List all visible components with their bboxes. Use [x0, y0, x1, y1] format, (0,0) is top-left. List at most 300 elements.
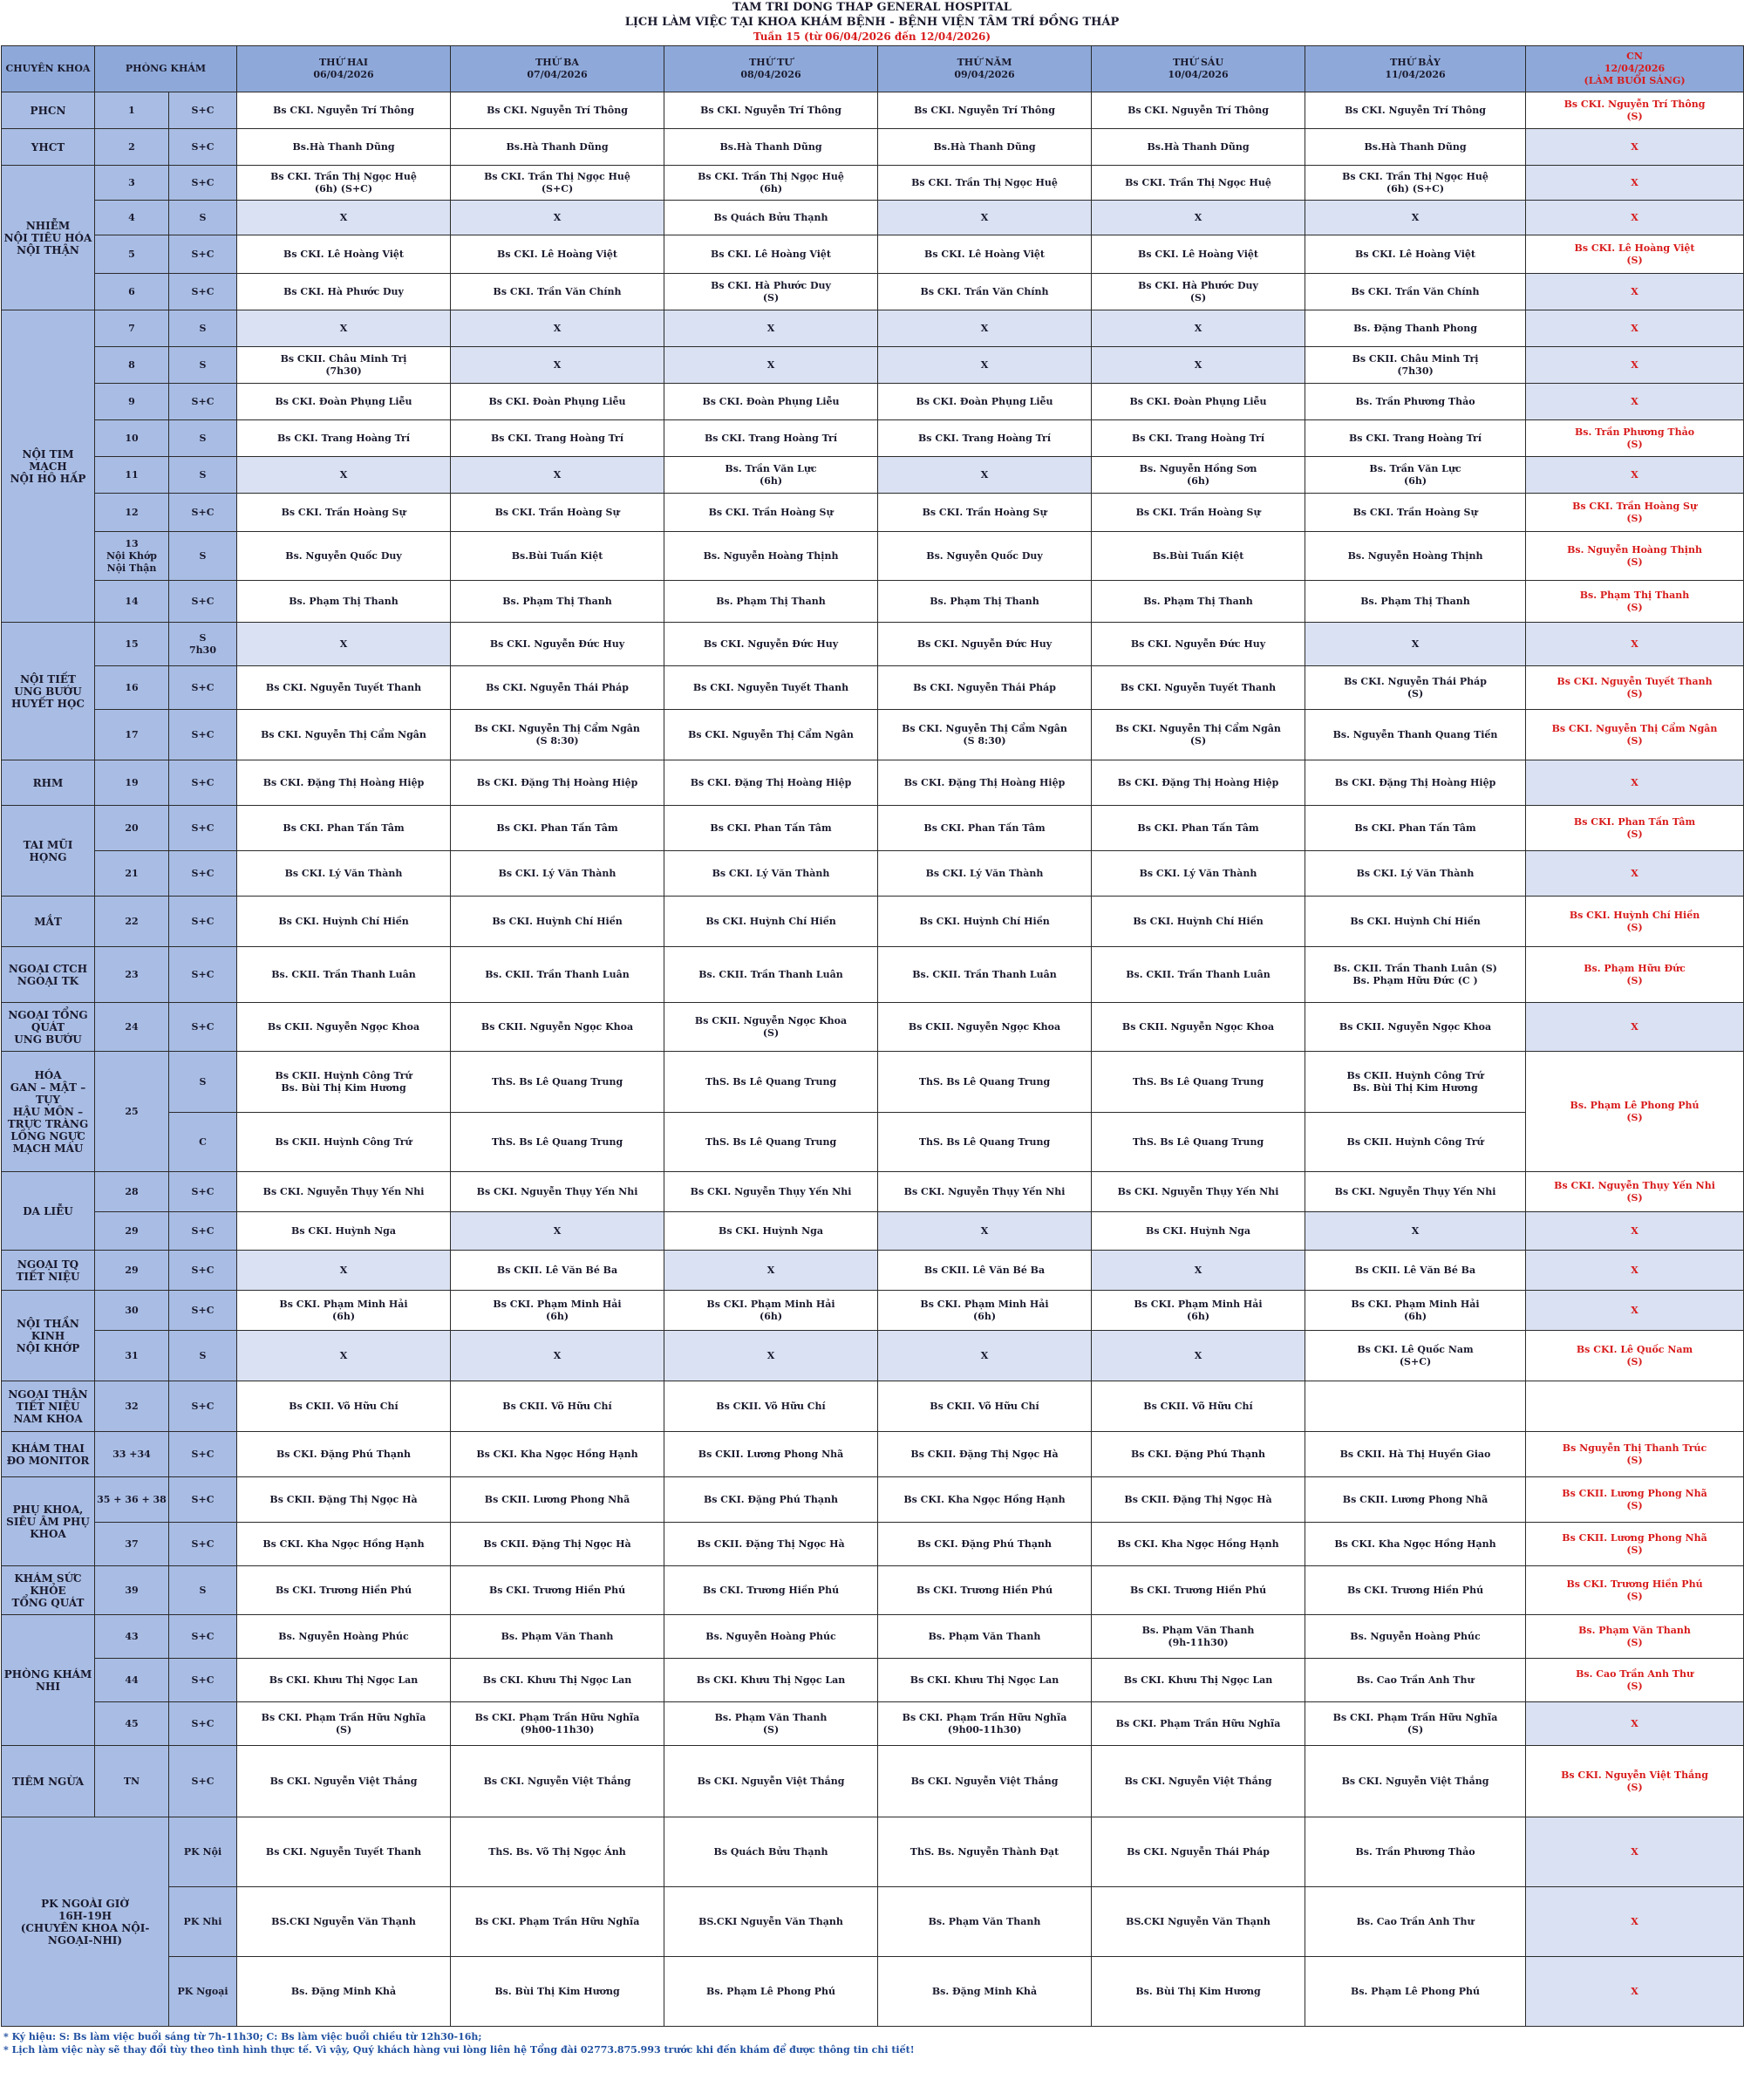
session-type: S+C	[169, 1003, 237, 1052]
day-note: (LÀM BUỔI SÁNG)	[1584, 75, 1686, 86]
schedule-cell: Bs CKI. Nguyễn Trí Thông	[1305, 92, 1526, 129]
schedule-cell: Bs CKII. Võ Hữu Chí	[237, 1381, 451, 1432]
session-type: S	[169, 310, 237, 347]
schedule-cell: Bs CKI. Kha Ngọc Hồng Hạnh	[878, 1477, 1092, 1523]
room-number: 20	[95, 806, 169, 851]
schedule-cell: X	[878, 201, 1092, 235]
schedule-cell: ThS. Bs. Võ Thị Ngọc Ánh	[451, 1817, 664, 1887]
schedule-cell: Bs. Phạm Văn Thanh (9h-11h30)	[1092, 1615, 1305, 1659]
room-number: 8	[95, 347, 169, 384]
sunday-cell: X	[1526, 201, 1744, 235]
table-row	[2, 710, 1744, 760]
after-hours-row	[2, 1887, 1744, 1957]
room-number: 29	[95, 1212, 169, 1251]
table-row	[2, 947, 1744, 1003]
table-row	[2, 897, 1744, 947]
specialty-cell: PHÒNG KHÁM NHI	[2, 1615, 95, 1746]
schedule-cell: Bs CKI. Trần Hoàng Sự	[1305, 494, 1526, 532]
table-row	[2, 1212, 1744, 1251]
schedule-cell: Bs CKI. Kha Ngọc Hồng Hạnh	[1305, 1523, 1526, 1566]
table-row	[2, 1432, 1744, 1477]
schedule-cell: Bs CKII. Nguyễn Ngọc Khoa (S)	[664, 1003, 878, 1052]
schedule-cell: Bs CKII. Nguyễn Ngọc Khoa	[451, 1003, 664, 1052]
schedule-cell: Bs CKI. Nguyễn Thụy Yến Nhi	[1305, 1172, 1526, 1212]
schedule-cell: Bs CKI. Nguyễn Thái Pháp	[451, 666, 664, 710]
table-row	[2, 1746, 1744, 1817]
schedule-cell: Bs CKI. Phạm Minh Hải (6h)	[1305, 1291, 1526, 1331]
sunday-cell: Bs CKI. Nguyễn Trí Thông (S)	[1526, 92, 1744, 129]
room-number: 31	[95, 1331, 169, 1381]
schedule-cell: Bs CKI. Trang Hoàng Trí	[451, 420, 664, 457]
day-header	[878, 46, 1092, 92]
room-number: 1	[95, 92, 169, 129]
session-type: S+C	[169, 897, 237, 947]
schedule-cell: Bs CKI. Đặng Thị Hoàng Hiệp	[1092, 760, 1305, 806]
schedule-cell: Bs CKI. Trần Thị Ngọc Huệ (6h)	[664, 166, 878, 201]
session-type: S	[169, 532, 237, 581]
hospital-name: TAM TRI DONG THAP GENERAL HOSPITAL	[732, 1, 1012, 14]
schedule-cell: Bs CKI. Lê Hoàng Việt	[237, 235, 451, 274]
schedule-cell: Bs CKI. Khưu Thị Ngọc Lan	[664, 1659, 878, 1702]
session-type: S+C	[169, 1746, 237, 1817]
sunday-cell: X	[1526, 457, 1744, 494]
footer-disclaimer: * Lịch làm việc này sẽ thay đổi tùy theo tình hình thực tế. Vì vậy, Quý khách hàng vui lòng liên hệ Tổng đài 02773.875.993 trước khi đến khám để được thông tin chi tiết!	[3, 2044, 915, 2056]
day-name: THỨ BA	[535, 57, 579, 68]
table-row	[2, 92, 1744, 129]
session-type: S+C	[169, 494, 237, 532]
schedule-cell: Bs. CKII. Trần Thanh Luân (S) Bs. Phạm Hữu Đức (C )	[1305, 947, 1526, 1003]
schedule-cell: Bs CKI. Trang Hoàng Trí	[878, 420, 1092, 457]
schedule-cell: Bs.Hà Thanh Dũng	[878, 129, 1092, 166]
schedule-cell: Bs CKI. Trần Thị Ngọc Huệ (6h) (S+C)	[237, 166, 451, 201]
schedule-cell: Bs CKI. Nguyễn Thái Pháp	[1092, 1817, 1305, 1887]
schedule-cell: X	[664, 1251, 878, 1291]
schedule-cell: Bs CKI. Nguyễn Thái Pháp	[878, 666, 1092, 710]
specialty-cell: KHÁM SỨC KHỎE TỔNG QUÁT	[2, 1566, 95, 1615]
sunday-cell: X	[1526, 274, 1744, 310]
specialty-cell: NGOẠI CTCH NGOẠI TK	[2, 947, 95, 1003]
day-name: THỨ SÁU	[1172, 57, 1224, 68]
schedule-cell: Bs CKII. Lê Văn Bé Ba	[451, 1251, 664, 1291]
sunday-cell	[1526, 1381, 1744, 1432]
schedule-cell: Bs Quách Bửu Thạnh	[664, 201, 878, 235]
specialty-cell: HÓA GAN – MẬT – TỤY HẬU MÔN – TRỰC TRÀNG LỒNG NGỰC MẠCH MÁU	[2, 1052, 95, 1172]
schedule-cell: Bs CKII. Lê Văn Bé Ba	[1305, 1251, 1526, 1291]
specialty-cell: PHỤ KHOA, SIÊU ÂM PHỤ KHOA	[2, 1477, 95, 1566]
day-date: 11/04/2026	[1385, 69, 1446, 80]
schedule-cell: Bs CKI. Lý Văn Thành	[664, 851, 878, 897]
room-number: 19	[95, 760, 169, 806]
table-row	[2, 1615, 1744, 1659]
schedule-cell: X	[664, 347, 878, 384]
schedule-cell: X	[451, 201, 664, 235]
sunday-cell: Bs CKI. Nguyễn Thụy Yến Nhi (S)	[1526, 1172, 1744, 1212]
schedule-cell: Bs. CKII. Trần Thanh Luân	[451, 947, 664, 1003]
schedule-cell: Bs CKI. Nguyễn Tuyết Thanh	[664, 666, 878, 710]
schedule-cell: Bs CKI. Phan Tấn Tâm	[664, 806, 878, 851]
schedule-cell: Bs CKI. Phan Tấn Tâm	[878, 806, 1092, 851]
sunday-cell: Bs. Trần Phương Thảo (S)	[1526, 420, 1744, 457]
schedule-cell: Bs CKI. Đặng Phú Thạnh	[1092, 1432, 1305, 1477]
sunday-cell: Bs CKI. Lê Hoàng Việt (S)	[1526, 235, 1744, 274]
schedule-cell: Bs CKII. Hà Thị Huyền Giao	[1305, 1432, 1526, 1477]
schedule-cell: Bs. Nguyễn Hoàng Thịnh	[664, 532, 878, 581]
schedule-cell: X	[878, 310, 1092, 347]
schedule-cell: Bs CKI. Phạm Minh Hải (6h)	[664, 1291, 878, 1331]
after-hours-row	[2, 1957, 1744, 2027]
schedule-cell: Bs.Hà Thanh Dũng	[237, 129, 451, 166]
schedule-cell: X	[1092, 1331, 1305, 1381]
schedule-cell: Bs CKI. Huỳnh Chí Hiền	[1305, 897, 1526, 947]
schedule-cell: Bs. Đặng Minh Khả	[237, 1957, 451, 2027]
schedule-cell: Bs CKI. Huỳnh Nga	[237, 1212, 451, 1251]
schedule-cell: Bs CKI. Lý Văn Thành	[1305, 851, 1526, 897]
schedule-cell: Bs CKII. Võ Hữu Chí	[664, 1381, 878, 1432]
day-name: THỨ HAI	[318, 57, 369, 68]
schedule-cell: Bs CKI. Trần Thị Ngọc Huệ	[1092, 166, 1305, 201]
schedule-cell: X	[1092, 201, 1305, 235]
schedule-cell: Bs CKII. Đặng Thị Ngọc Hà	[878, 1432, 1092, 1477]
schedule-cell: Bs CKII. Võ Hữu Chí	[878, 1381, 1092, 1432]
room-number: 14	[95, 581, 169, 623]
schedule-cell: Bs CKI. Nguyễn Thụy Yến Nhi	[1092, 1172, 1305, 1212]
schedule-cell: Bs CKII. Châu Minh Trị (7h30)	[1305, 347, 1526, 384]
session-type: S+C	[169, 1381, 237, 1432]
specialty-cell: NHIỄM NỘI TIÊU HÓA NỘI THẬN	[2, 166, 95, 310]
schedule-cell: Bs CKI. Nguyễn Tuyết Thanh	[1092, 666, 1305, 710]
schedule-cell: X	[1305, 1212, 1526, 1251]
schedule-cell: Bs CKI. Trang Hoàng Trí	[1305, 420, 1526, 457]
sunday-cell: Bs CKI. Trần Hoàng Sự (S)	[1526, 494, 1744, 532]
table-row	[2, 420, 1744, 457]
schedule-cell: Bs CKII. Nguyễn Ngọc Khoa	[1092, 1003, 1305, 1052]
table-header-row	[2, 46, 1744, 92]
schedule-cell: X	[237, 1251, 451, 1291]
schedule-cell: Bs CKI. Trương Hiền Phú	[237, 1566, 451, 1615]
specialty-cell: RHM	[2, 760, 95, 806]
schedule-cell: X	[237, 201, 451, 235]
schedule-cell: Bs CKI. Trần Thị Ngọc Huệ	[878, 166, 1092, 201]
after-hours-clinic: PK Nội	[169, 1817, 237, 1887]
schedule-cell: X	[1305, 201, 1526, 235]
schedule-cell: Bs CKI. Huỳnh Chí Hiền	[237, 897, 451, 947]
schedule-cell: ThS. Bs Lê Quang Trung	[878, 1052, 1092, 1113]
table-row	[2, 1702, 1744, 1746]
schedule-cell: Bs CKII. Đặng Thị Ngọc Hà	[1092, 1477, 1305, 1523]
sunday-cell: X	[1526, 1291, 1744, 1331]
schedule-cell: Bs CKI. Trang Hoàng Trí	[1092, 420, 1305, 457]
schedule-cell: X	[451, 310, 664, 347]
session-type: S+C	[169, 806, 237, 851]
table-row	[2, 1331, 1744, 1381]
room-number: 12	[95, 494, 169, 532]
table-row	[2, 1381, 1744, 1432]
schedule-cell: Bs CKI. Phạm Minh Hải (6h)	[1092, 1291, 1305, 1331]
schedule-cell: Bs. Phạm Văn Thanh (S)	[664, 1702, 878, 1746]
schedule-cell: BS.CKI Nguyễn Văn Thạnh	[1092, 1887, 1305, 1957]
table-row	[2, 201, 1744, 235]
table-row	[2, 1523, 1744, 1566]
schedule-cell: Bs CKII. Võ Hữu Chí	[451, 1381, 664, 1432]
schedule-cell: Bs CKI. Nguyễn Thụy Yến Nhi	[878, 1172, 1092, 1212]
schedule-cell: X	[878, 347, 1092, 384]
sunday-cell: X	[1526, 760, 1744, 806]
schedule-cell: Bs CKII. Châu Minh Trị (7h30)	[237, 347, 451, 384]
schedule-cell: Bs. Trần Phương Thảo	[1305, 1817, 1526, 1887]
schedule-cell: Bs CKI. Nguyễn Đức Huy	[1092, 623, 1305, 666]
schedule-cell: Bs. Nguyễn Quốc Duy	[878, 532, 1092, 581]
sunday-cell: Bs. Cao Trần Anh Thư (S)	[1526, 1659, 1744, 1702]
schedule-cell: Bs CKI. Nguyễn Thị Cẩm Ngân	[664, 710, 878, 760]
table-row	[2, 274, 1744, 310]
specialty-cell: NỘI THẦN KINH NỘI KHỚP	[2, 1291, 95, 1381]
session-type: S	[169, 457, 237, 494]
session-type: S+C	[169, 947, 237, 1003]
schedule-cell: Bs. Đặng Minh Khả	[878, 1957, 1092, 2027]
schedule-cell: Bs CKI. Kha Ngọc Hồng Hạnh	[237, 1523, 451, 1566]
sunday-cell: Bs CKI. Phan Tấn Tâm (S)	[1526, 806, 1744, 851]
sunday-cell: X	[1526, 1251, 1744, 1291]
specialty-cell: NGOẠI TỔNG QUÁT UNG BƯỚU	[2, 1003, 95, 1052]
after-hours-clinic: PK Nhi	[169, 1887, 237, 1957]
schedule-cell: Bs CKI. Đoàn Phụng Liễu	[451, 384, 664, 420]
schedule-cell: Bs. Trần Văn Lực (6h)	[664, 457, 878, 494]
session-type: S	[169, 1052, 237, 1113]
schedule-cell: Bs CKI. Lê Hoàng Việt	[1305, 235, 1526, 274]
schedule-cell: Bs CKI. Trần Hoàng Sự	[878, 494, 1092, 532]
schedule-cell: Bs CKI. Hà Phước Duy	[237, 274, 451, 310]
schedule-cell: Bs CKI. Huỳnh Chí Hiền	[451, 897, 664, 947]
schedule-cell: Bs CKI. Nguyễn Thị Cẩm Ngân (S)	[1092, 710, 1305, 760]
schedule-cell: Bs CKI. Huỳnh Nga	[664, 1212, 878, 1251]
sunday-cell: Bs CKI. Nguyễn Thị Cẩm Ngân (S)	[1526, 710, 1744, 760]
schedule-cell: Bs. CKII. Trần Thanh Luân	[237, 947, 451, 1003]
schedule-cell: Bs CKI. Trần Thị Ngọc Huệ (S+C)	[451, 166, 664, 201]
after-hours-specialty: PK NGOÀI GIỜ 16H-19H (CHUYÊN KHOA NỘI- NGOẠI-NHI)	[2, 1817, 169, 2027]
schedule-cell: Bs CKI. Trương Hiền Phú	[1092, 1566, 1305, 1615]
schedule-cell: Bs CKI. Nguyễn Tuyết Thanh	[237, 1817, 451, 1887]
sunday-cell: X	[1526, 347, 1744, 384]
session-type: S+C	[169, 1212, 237, 1251]
schedule-cell: X	[451, 457, 664, 494]
room-number: 35 + 36 + 38	[95, 1477, 169, 1523]
schedule-cell: Bs CKI. Nguyễn Trí Thông	[1092, 92, 1305, 129]
schedule-cell: Bs Quách Bửu Thạnh	[664, 1817, 878, 1887]
room-number: 22	[95, 897, 169, 947]
sunday-cell: Bs CKI. Nguyễn Tuyết Thanh (S)	[1526, 666, 1744, 710]
schedule-cell: Bs CKI. Trần Hoàng Sự	[664, 494, 878, 532]
schedule-cell: Bs. Nguyễn Hồng Sơn (6h)	[1092, 457, 1305, 494]
table-row	[2, 166, 1744, 201]
schedule-cell: Bs CKI. Nguyễn Trí Thông	[878, 92, 1092, 129]
session-type: S+C	[169, 1291, 237, 1331]
room-number: 4	[95, 201, 169, 235]
schedule-cell: Bs CKI. Hà Phước Duy (S)	[664, 274, 878, 310]
room-number: 32	[95, 1381, 169, 1432]
schedule-cell: Bs. Trần Văn Lực (6h)	[1305, 457, 1526, 494]
schedule-cell: Bs CKI. Đoàn Phụng Liễu	[237, 384, 451, 420]
schedule-cell: Bs. Nguyễn Hoàng Phúc	[664, 1615, 878, 1659]
table-row	[2, 310, 1744, 347]
room-number: 45	[95, 1702, 169, 1746]
day-date: 10/04/2026	[1168, 69, 1229, 80]
schedule-cell: X	[878, 457, 1092, 494]
table-row	[2, 494, 1744, 532]
schedule-cell: Bs CKI. Khưu Thị Ngọc Lan	[237, 1659, 451, 1702]
schedule-cell: Bs CKI. Nguyễn Thái Pháp (S)	[1305, 666, 1526, 710]
schedule-cell: Bs CKI. Nguyễn Thụy Yến Nhi	[237, 1172, 451, 1212]
day-date: 06/04/2026	[313, 69, 374, 80]
schedule-cell: Bs. Nguyễn Hoàng Phúc	[237, 1615, 451, 1659]
room-number: 6	[95, 274, 169, 310]
sunday-cell: X	[1526, 1003, 1744, 1052]
room-number: 28	[95, 1172, 169, 1212]
sunday-cell: Bs CKI. Trương Hiền Phú (S)	[1526, 1566, 1744, 1615]
schedule-cell: Bs CKI. Lý Văn Thành	[1092, 851, 1305, 897]
schedule-cell: Bs CKI. Trần Thị Ngọc Huệ (6h) (S+C)	[1305, 166, 1526, 201]
schedule-cell: Bs CKII. Lương Phong Nhã	[451, 1477, 664, 1523]
schedule-cell: ThS. Bs. Nguyễn Thành Đạt	[878, 1817, 1092, 1887]
session-type: S+C	[169, 1659, 237, 1702]
sunday-cell: Bs. Phạm Lê Phong Phú (S)	[1526, 1052, 1744, 1172]
schedule-cell: Bs. Phạm Lê Phong Phú	[1305, 1957, 1526, 2027]
schedule-cell: X	[237, 310, 451, 347]
schedule-cell: Bs CKI. Nguyễn Đức Huy	[451, 623, 664, 666]
schedule-cell: Bs CKI. Phạm Minh Hải (6h)	[237, 1291, 451, 1331]
table-row	[2, 1477, 1744, 1523]
sunday-cell: X	[1526, 1957, 1744, 2027]
table-row	[2, 1003, 1744, 1052]
schedule-cell: Bs CKI. Lý Văn Thành	[878, 851, 1092, 897]
room-number: 29	[95, 1251, 169, 1291]
table-row	[2, 1566, 1744, 1615]
schedule-cell: Bs. Đặng Thanh Phong	[1305, 310, 1526, 347]
schedule-cell: Bs. Phạm Lê Phong Phú	[664, 1957, 878, 2027]
schedule-cell: Bs CKI. Lý Văn Thành	[451, 851, 664, 897]
room-header: PHÒNG KHÁM	[95, 46, 237, 92]
sunday-cell: X	[1526, 310, 1744, 347]
schedule-cell: Bs CKI. Phạm Trần Hữu Nghĩa (S)	[1305, 1702, 1526, 1746]
specialty-cell: NGOẠI TQ TIẾT NIỆU	[2, 1251, 95, 1291]
schedule-cell: X	[451, 1212, 664, 1251]
schedule-cell: Bs CKI. Đặng Thị Hoàng Hiệp	[878, 760, 1092, 806]
table-row	[2, 1172, 1744, 1212]
schedule-cell: Bs CKI. Phan Tấn Tâm	[1092, 806, 1305, 851]
schedule-cell: Bs. Phạm Văn Thanh	[878, 1615, 1092, 1659]
schedule-cell: Bs CKI. Nguyễn Trí Thông	[237, 92, 451, 129]
sunday-cell: X	[1526, 166, 1744, 201]
schedule-cell: X	[451, 347, 664, 384]
schedule-cell: Bs CKI. Đoàn Phụng Liễu	[878, 384, 1092, 420]
room-number: 43	[95, 1615, 169, 1659]
table-row	[2, 457, 1744, 494]
day-name: THỨ NĂM	[957, 57, 1012, 68]
schedule-cell: Bs CKI. Đặng Phú Thạnh	[664, 1477, 878, 1523]
schedule-cell: Bs.Hà Thanh Dũng	[1092, 129, 1305, 166]
schedule-cell: Bs.Hà Thanh Dũng	[1305, 129, 1526, 166]
sunday-cell: X	[1526, 129, 1744, 166]
session-type: S+C	[169, 1477, 237, 1523]
day-header	[1092, 46, 1305, 92]
schedule-cell: ThS. Bs Lê Quang Trung	[451, 1113, 664, 1172]
session-type: S+C	[169, 760, 237, 806]
room-number: 3	[95, 166, 169, 201]
specialty-cell: TIÊM NGỪA	[2, 1746, 95, 1817]
schedule-cell: ThS. Bs Lê Quang Trung	[664, 1113, 878, 1172]
sunday-cell: Bs CKII. Lương Phong Nhã (S)	[1526, 1477, 1744, 1523]
specialty-cell: NỘI TIM MẠCH NỘI HÔ HẤP	[2, 310, 95, 623]
week-range: Tuần 15 (từ 06/04/2026 đến 12/04/2026)	[753, 31, 991, 43]
schedule-cell: Bs CKI. Lê Hoàng Việt	[664, 235, 878, 274]
schedule-cell: X	[664, 1331, 878, 1381]
sunday-cell: Bs. Nguyễn Hoàng Thịnh (S)	[1526, 532, 1744, 581]
room-number: 15	[95, 623, 169, 666]
session-type: S+C	[169, 1702, 237, 1746]
schedule-cell: Bs CKI. Khưu Thị Ngọc Lan	[878, 1659, 1092, 1702]
schedule-cell: Bs CKI. Lê Hoàng Việt	[451, 235, 664, 274]
schedule-cell: Bs CKII. Nguyễn Ngọc Khoa	[1305, 1003, 1526, 1052]
session-type: S+C	[169, 581, 237, 623]
schedule-cell: Bs CKII. Huỳnh Công Trứ	[1305, 1113, 1526, 1172]
schedule-cell: Bs CKI. Nguyễn Trí Thông	[664, 92, 878, 129]
schedule-cell: Bs CKI. Trương Hiền Phú	[878, 1566, 1092, 1615]
schedule-cell: Bs CKI. Đặng Thị Hoàng Hiệp	[664, 760, 878, 806]
room-number: 39	[95, 1566, 169, 1615]
schedule-cell: Bs CKI. Kha Ngọc Hồng Hạnh	[451, 1432, 664, 1477]
schedule-cell: Bs CKI. Trần Văn Chính	[451, 274, 664, 310]
sunday-cell: Bs CKI. Nguyễn Việt Thắng (S)	[1526, 1746, 1744, 1817]
session-type: S+C	[169, 92, 237, 129]
schedule-cell: Bs. CKII. Trần Thanh Luân	[878, 947, 1092, 1003]
table-row	[2, 129, 1744, 166]
schedule-cell: Bs CKI. Trang Hoàng Trí	[664, 420, 878, 457]
sunday-cell: X	[1526, 851, 1744, 897]
day-header	[1305, 46, 1526, 92]
room-number: 9	[95, 384, 169, 420]
schedule-cell: Bs CKII. Đặng Thị Ngọc Hà	[451, 1523, 664, 1566]
table-row	[2, 384, 1744, 420]
schedule-cell: X	[1092, 347, 1305, 384]
sunday-cell: X	[1526, 1817, 1744, 1887]
schedule-cell: Bs CKI. Hà Phước Duy (S)	[1092, 274, 1305, 310]
schedule-cell: X	[1092, 310, 1305, 347]
schedule-cell: X	[664, 310, 878, 347]
schedule-cell: Bs CKI. Trương Hiền Phú	[664, 1566, 878, 1615]
schedule-cell: Bs CKI. Trương Hiền Phú	[451, 1566, 664, 1615]
schedule-cell: X	[237, 1331, 451, 1381]
day-date: 09/04/2026	[954, 69, 1015, 80]
session-type: S+C	[169, 666, 237, 710]
session-type: S	[169, 1566, 237, 1615]
schedule-cell: Bs CKII. Nguyễn Ngọc Khoa	[237, 1003, 451, 1052]
schedule-cell: Bs. Phạm Thị Thanh	[451, 581, 664, 623]
day-name: THỨ TƯ	[749, 57, 793, 68]
schedule-cell: Bs CKII. Đặng Thị Ngọc Hà	[664, 1523, 878, 1566]
session-type: S+C	[169, 851, 237, 897]
schedule-cell: Bs CKI. Trần Văn Chính	[1305, 274, 1526, 310]
schedule-cell: Bs CKI. Huỳnh Chí Hiền	[878, 897, 1092, 947]
schedule-cell: Bs CKII. Huỳnh Công Trứ	[237, 1113, 451, 1172]
schedule-cell: Bs CKI. Khưu Thị Ngọc Lan	[1092, 1659, 1305, 1702]
schedule-cell: X	[878, 1331, 1092, 1381]
day-name: THỨ BẢY	[1390, 57, 1441, 68]
table-row	[2, 1291, 1744, 1331]
sunday-cell: Bs CKII. Lương Phong Nhã (S)	[1526, 1523, 1744, 1566]
schedule-cell: ThS. Bs Lê Quang Trung	[1092, 1052, 1305, 1113]
schedule-cell: Bs CKI. Kha Ngọc Hồng Hạnh	[1092, 1523, 1305, 1566]
sunday-cell: Bs CKI. Huỳnh Chí Hiền (S)	[1526, 897, 1744, 947]
schedule-cell: ThS. Bs Lê Quang Trung	[1092, 1113, 1305, 1172]
